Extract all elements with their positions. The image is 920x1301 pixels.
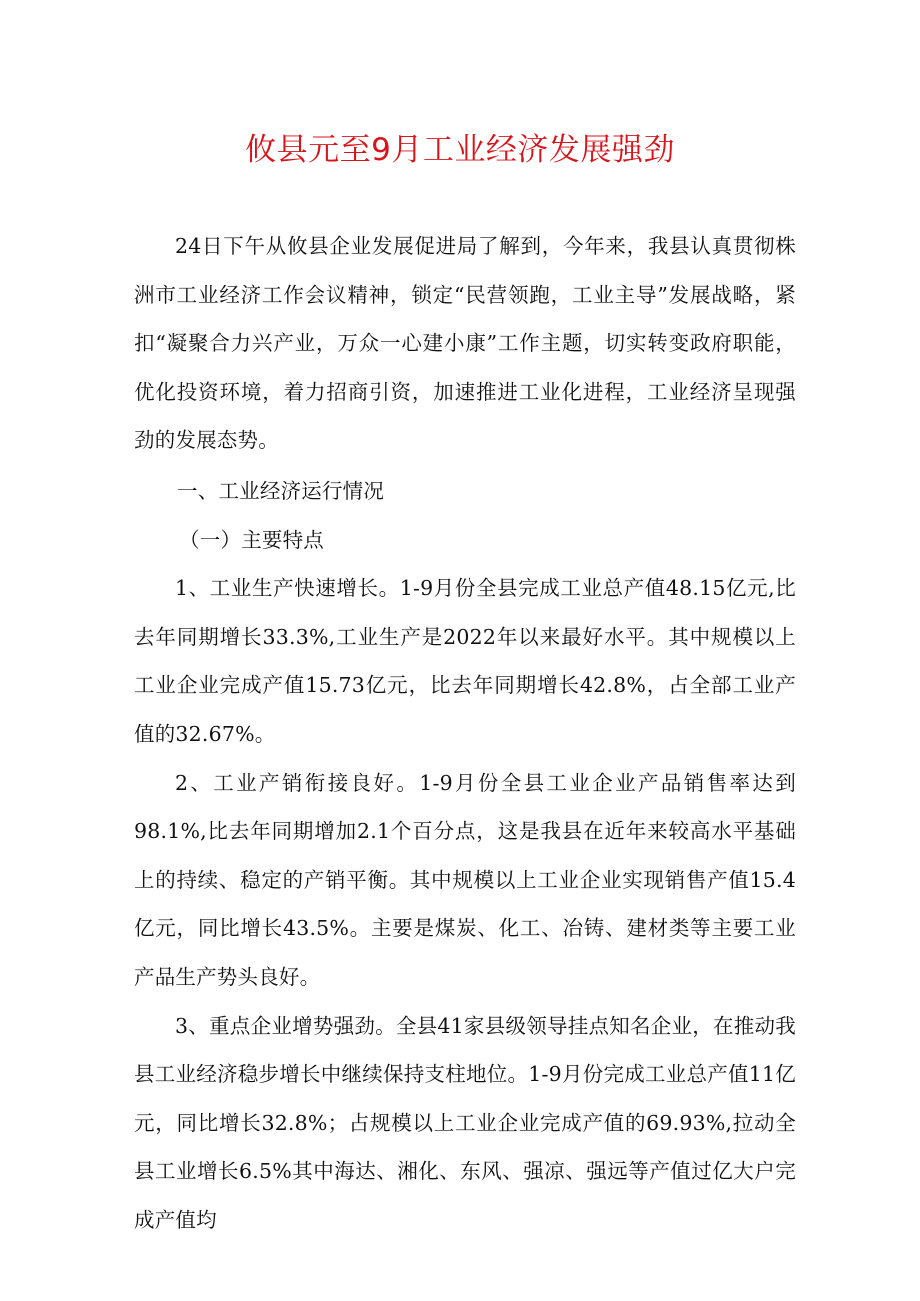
intro-paragraph: 24日下午从攸县企业发展促进局了解到，今年来，我县认真贯彻株洲市工业经济工作会议精神，锁定“民营领跑，工业主导”发展战略，紧扣“凝聚合力兴产业，万众一心建小康”工作主题，切实转变政府职能，优化投资环境，着力招商引资，加速推进工业化进程，工业经济呈现强劲的发展态势。 (134, 234, 796, 453)
document-title: 攸县元至9月工业经济发展强劲 (245, 132, 675, 168)
section-heading: 一、工业经济运行情况 (177, 478, 385, 503)
paragraph-sales-linkage: 2、工业产销衔接良好。1-9月份全县工业企业产品销售率达到98.1%,比去年同期增加2.1个百分点，这是我县在近年来较高水平基础上的持续、稳定的产销平衡。其中规模以上工业企业实现销售产值15.4亿元，同比增长43.5%。主要是煤炭、化工、冶铸、建材类等主要工业产品生产势头良好。 (134, 770, 796, 989)
document-body (134, 222, 796, 1244)
paragraph-production-growth: 1、工业生产快速增长。1-9月份全县完成工业总产值48.15亿元,比去年同期增长33.3%,工业生产是2022年以来最好水平。其中规模以上工业企业完成产值15.73亿元，比去年同期增长42.8%，占全部工业产值的32.67%。 (134, 576, 796, 746)
paragraph-key-enterprises: 3、重点企业增势强劲。全县41家县级领导挂点知名企业，在推动我县工业经济稳步增长中继续保持支柱地位。1-9月份完成工业总产值11亿元，同比增长32.8%；占规模以上工业企业完成产值的69.93%,拉动全县工业增长6.5%其中海达、湘化、东风、强凉、强远等产值过亿大户完成产值均 (134, 1013, 796, 1232)
subsection-heading: （一）主要特点 (179, 527, 324, 552)
